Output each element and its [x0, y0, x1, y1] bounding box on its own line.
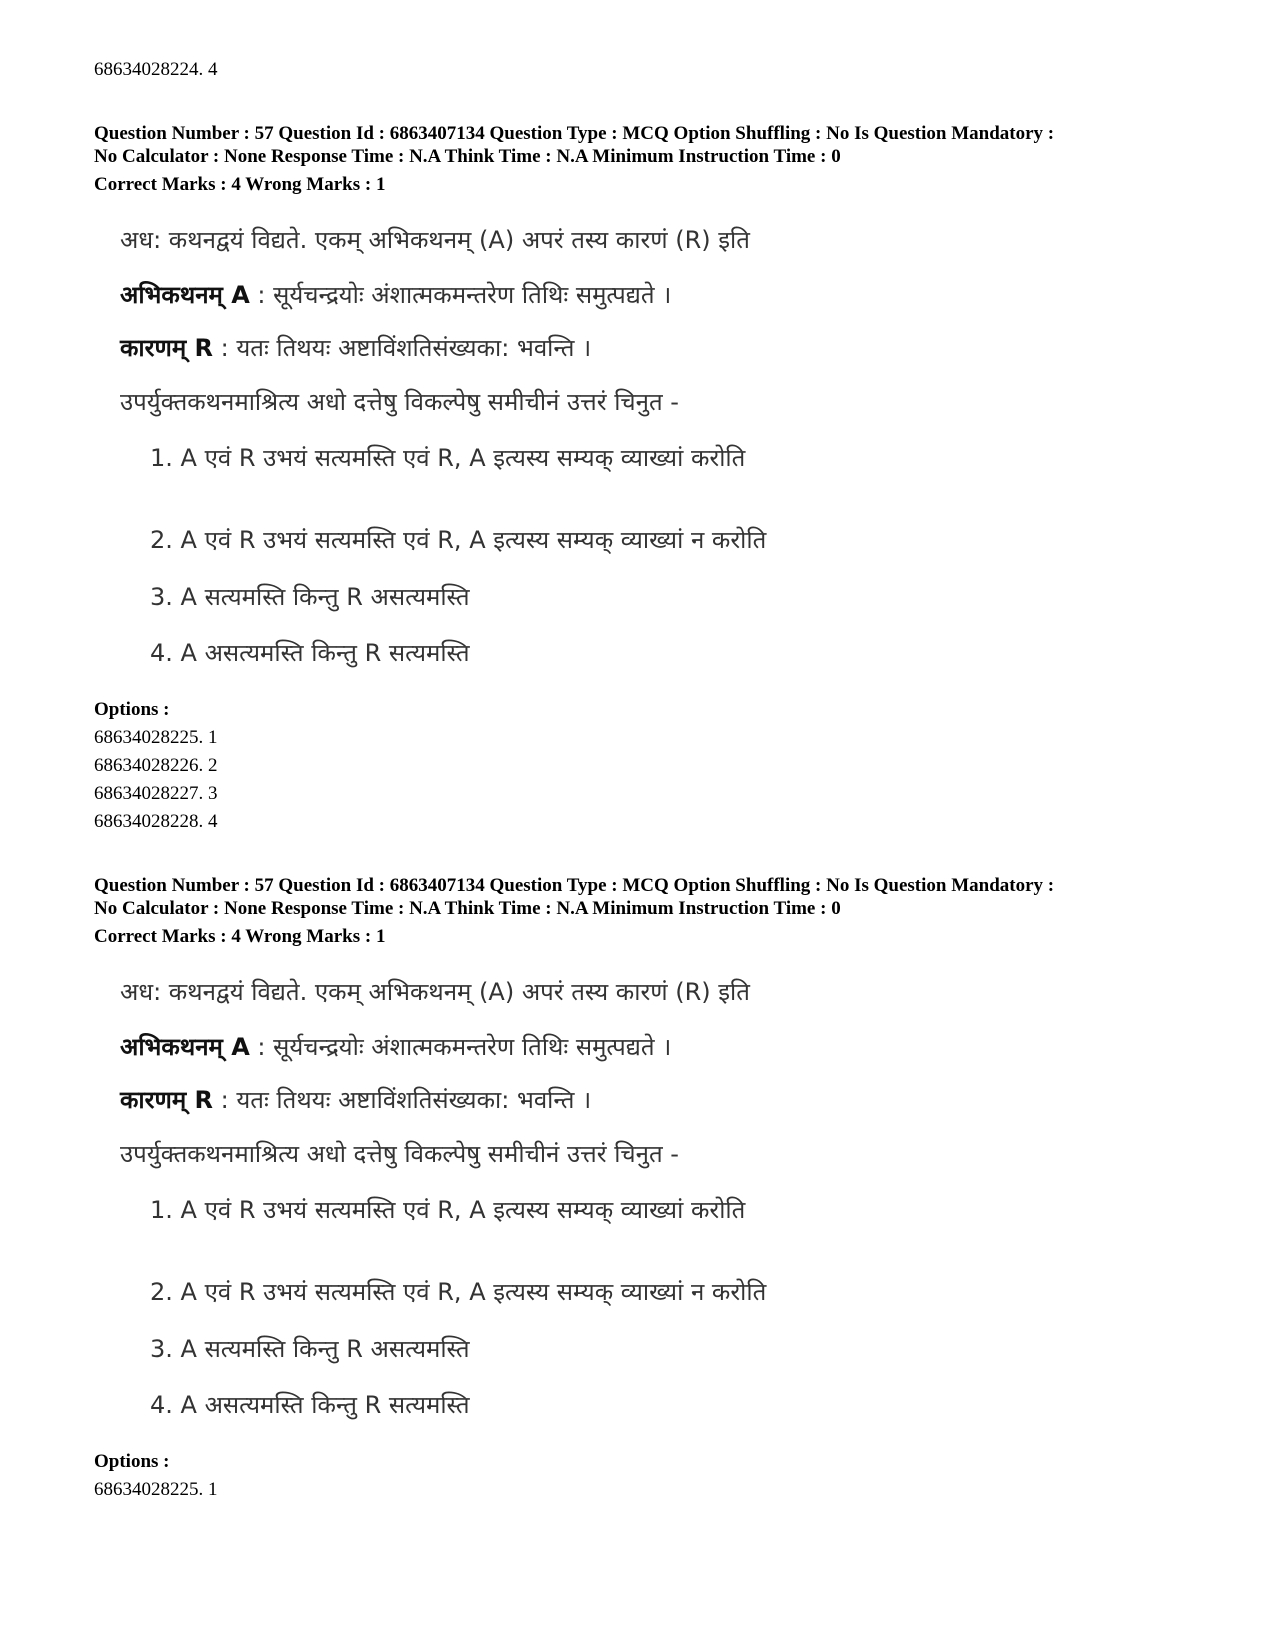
reason-statement [120, 1085, 591, 1115]
option-id-1: 68634028225. 1 [94, 1479, 218, 1500]
reason-statement [120, 333, 591, 363]
assertion-label: अभिकथनम् A [120, 1033, 250, 1061]
question-meta-line-1: Question Number : 57 Question Id : 6863407134 Question Type : MCQ Option Shuffling : No Is Question Mandatory : [94, 123, 1055, 144]
assertion-label: अभिकथनम् A [120, 281, 250, 309]
choice-4: 4. A असत्यमस्ति किन्तु R सत्यमस्ति [150, 1391, 470, 1419]
choice-3: 3. A सत्यमस्ति किन्तु R असत्यमस्ति [150, 1335, 470, 1363]
choice-1: 1. A एवं R उभयं सत्यमस्ति एवं R, A इत्यस्य सम्यक् व्याख्यां करोति [150, 1196, 746, 1224]
option-id-3: 68634028227. 3 [94, 783, 218, 804]
question-marks: Correct Marks : 4 Wrong Marks : 1 [94, 174, 386, 195]
option-id-1: 68634028225. 1 [94, 727, 218, 748]
reason-text: : यतः तिथयः अष्टाविंशतिसंख्यका: भवन्ति । [213, 334, 592, 362]
question-intro: अध: कथनद्वयं विद्यते. एकम् अभिकथनम् (A) अपरं तस्य कारणं (R) इति [120, 226, 750, 254]
choice-3: 3. A सत्यमस्ति किन्तु R असत्यमस्ति [150, 583, 470, 611]
question-instruction: उपर्युक्तकथनमाश्रित्य अधो दत्तेषु विकल्पेषु समीचीनं उत्तरं चिनुत - [120, 388, 679, 416]
choice-2: 2. A एवं R उभयं सत्यमस्ति एवं R, A इत्यस्य सम्यक् व्याख्यां न करोति [150, 1278, 767, 1306]
reason-label: कारणम् R [120, 334, 214, 362]
question-meta-line-1: Question Number : 57 Question Id : 6863407134 Question Type : MCQ Option Shuffling : No Is Question Mandatory : [94, 875, 1055, 896]
reason-text: : यतः तिथयः अष्टाविंशतिसंख्यका: भवन्ति । [213, 1086, 592, 1114]
question-meta-line-2: No Calculator : None Response Time : N.A Think Time : N.A Minimum Instruction Time : 0 [94, 146, 841, 167]
assertion-text: : सूर्यचन्द्रयोः अंशात्मकमन्तरेण तिथिः समुत्पद्यते । [249, 1033, 672, 1061]
choice-2: 2. A एवं R उभयं सत्यमस्ति एवं R, A इत्यस्य सम्यक् व्याख्यां न करोति [150, 526, 767, 554]
question-intro: अध: कथनद्वयं विद्यते. एकम् अभिकथनम् (A) अपरं तस्य कारणं (R) इति [120, 978, 750, 1006]
assertion-text: : सूर्यचन्द्रयोः अंशात्मकमन्तरेण तिथिः समुत्पद्यते । [249, 281, 672, 309]
choice-4: 4. A असत्यमस्ति किन्तु R सत्यमस्ति [150, 639, 470, 667]
option-id-2: 68634028226. 2 [94, 755, 218, 776]
previous-answer-line: 68634028224. 4 [94, 59, 218, 80]
reason-label: कारणम् R [120, 1086, 214, 1114]
question-marks: Correct Marks : 4 Wrong Marks : 1 [94, 926, 386, 947]
option-id-4: 68634028228. 4 [94, 811, 218, 832]
choice-1: 1. A एवं R उभयं सत्यमस्ति एवं R, A इत्यस्य सम्यक् व्याख्यां करोति [150, 444, 746, 472]
question-instruction: उपर्युक्तकथनमाश्रित्य अधो दत्तेषु विकल्पेषु समीचीनं उत्तरं चिनुत - [120, 1140, 679, 1168]
assertion-statement [120, 280, 671, 310]
options-label: Options : [94, 1451, 170, 1472]
question-meta-line-2: No Calculator : None Response Time : N.A Think Time : N.A Minimum Instruction Time : 0 [94, 898, 841, 919]
options-label: Options : [94, 699, 170, 720]
assertion-statement [120, 1032, 671, 1062]
